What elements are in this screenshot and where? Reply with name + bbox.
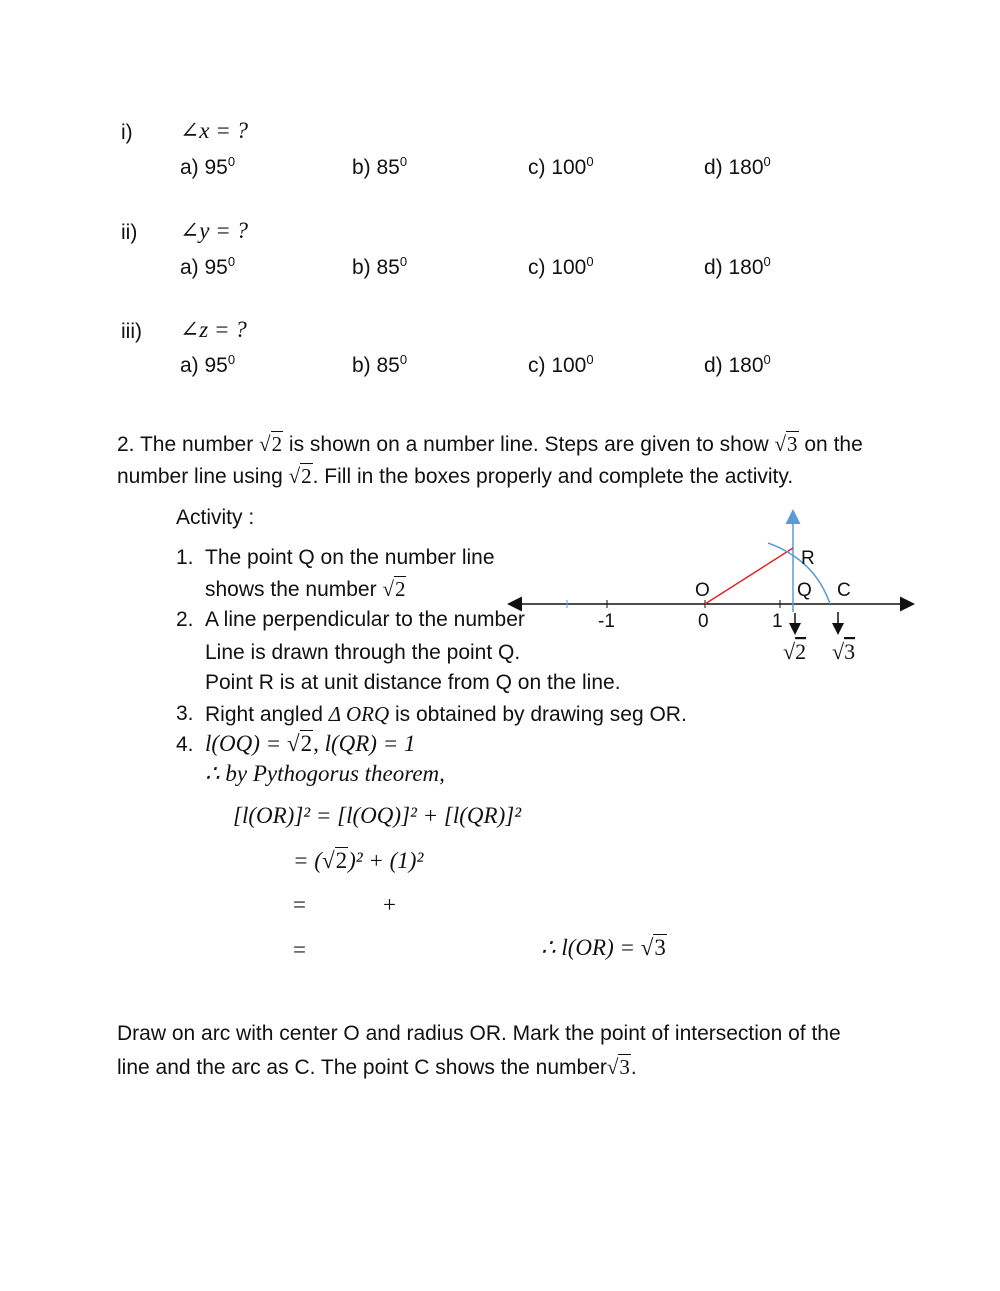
step4-text: l(OQ) = √2, l(QR) = 1	[205, 731, 416, 756]
equation-2: = (√2)² + (1)²	[293, 848, 424, 873]
option[interactable]: d) $180^0$	[704, 352, 771, 377]
option[interactable]: b) $85^0$	[352, 254, 408, 279]
part-ii-prompt: ∠y = ?	[180, 218, 249, 243]
part-i-roman: i)	[121, 121, 133, 144]
question2-intro-line1: 2. The number √2 is shown on a number line. Steps are given to show √3 on the	[117, 432, 863, 456]
part-ii-roman: ii)	[121, 221, 138, 244]
tick-label: 1	[772, 611, 783, 632]
equation-4-result: ∴ l(OR) = √3	[541, 935, 666, 960]
tick-label: 0	[698, 611, 709, 632]
step2-line1: A line perpendicular to the number	[205, 608, 525, 631]
step2-number: 2.	[176, 608, 194, 631]
option[interactable]: c) $100^0$	[528, 352, 594, 377]
option[interactable]: a) $95^0$	[180, 254, 236, 279]
equation-4-equals: =	[293, 937, 306, 962]
sqrt3-label: √3	[832, 639, 856, 664]
option[interactable]: d) $180^0$	[704, 254, 771, 279]
step4-number: 4.	[176, 733, 194, 756]
label-c: C	[837, 580, 851, 601]
step2-line3: Point R is at unit distance from Q on the line.	[205, 671, 621, 694]
question2-intro-line2: number line using √2. Fill in the boxes properly and complete the activity.	[117, 464, 794, 488]
tick-label: -1	[598, 611, 615, 632]
step1-number: 1.	[176, 546, 194, 569]
option[interactable]: d) $180^0$	[704, 154, 771, 179]
segment-or	[705, 548, 793, 604]
label-o: O	[695, 580, 710, 601]
sqrt2-label: √2	[783, 639, 807, 664]
equation-3-equals: =	[293, 892, 306, 917]
part-iii-roman: iii)	[121, 320, 142, 343]
conclusion-line1: Draw on arc with center O and radius OR. Mark the point of intersection of the	[117, 1022, 841, 1045]
option[interactable]: c) $100^0$	[528, 154, 594, 179]
equation-3-plus: +	[383, 892, 396, 917]
activity-label: Activity :	[176, 506, 255, 529]
step1-line2: shows the number √2	[205, 577, 406, 601]
option[interactable]: a) $95^0$	[180, 352, 236, 377]
option[interactable]: b) $85^0$	[352, 154, 408, 179]
option[interactable]: a) $95^0$	[180, 154, 236, 179]
conclusion-line2: line and the arc as C. The point C shows the number√3.	[117, 1055, 637, 1079]
option[interactable]: b) $85^0$	[352, 352, 408, 377]
label-r: R	[801, 548, 815, 569]
step3-text: Right angled Δ ORQ is obtained by drawing seg OR.	[205, 702, 687, 726]
equation-1: [l(OR)]² = [l(OQ)]² + [l(QR)]²	[233, 803, 522, 828]
therefore-line: ∴ by Pythogorus theorem,	[205, 761, 445, 786]
part-i-prompt: ∠x = ?	[180, 118, 249, 143]
label-q: Q	[797, 580, 812, 601]
step2-line2: Line is drawn through the point Q.	[205, 641, 521, 664]
step1-line1: The point Q on the number line	[205, 546, 495, 569]
option[interactable]: c) $100^0$	[528, 254, 594, 279]
step3-number: 3.	[176, 702, 194, 725]
part-iii-prompt: ∠z = ?	[180, 317, 247, 342]
